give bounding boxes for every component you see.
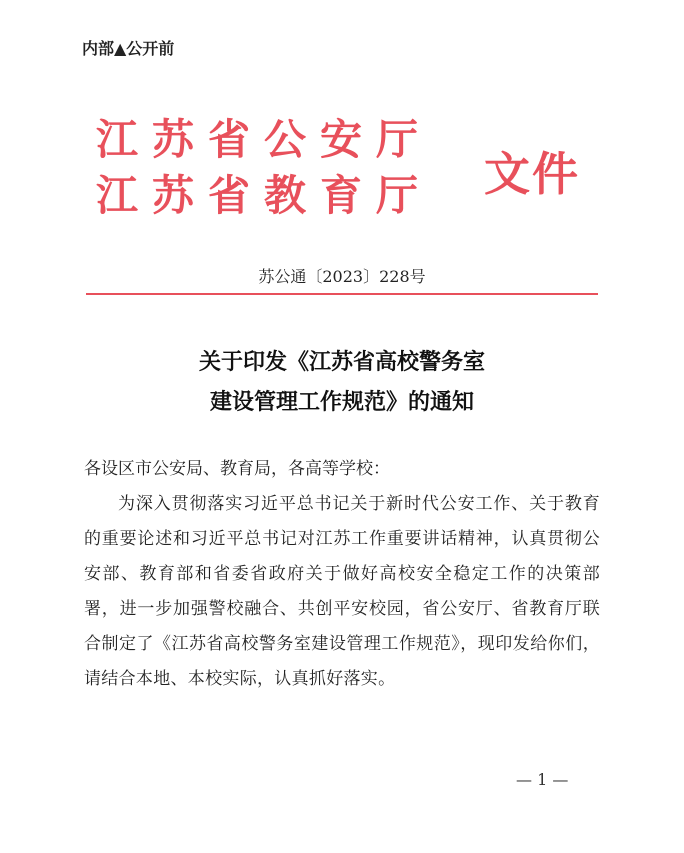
salutation: 各设区市公安局、教育局，各高等学校： — [84, 459, 390, 479]
body-paragraph: 为深入贯彻落实习近平总书记关于新时代公安工作、关于教育的重要论述和习近平总书记对江苏工作重要讲话精神，认真贯彻公安部、教育部和省委省政府关于做好高校安全稳定工作的决策部署，进一步加强警校融合、共创平安校园，省公安厅、省教育厅联合制定了《江苏省高校警务室建设管理工作规范》，现印发给你们，请结合本地、本校实际，认真抓好落实。 — [84, 494, 600, 689]
document-number: 苏公通〔2023〕228号 — [258, 267, 426, 286]
classification-label: 内部▲公开前 — [82, 39, 175, 58]
document-title — [0, 342, 684, 422]
document-body — [84, 452, 600, 697]
issuer-public-security: 江苏省公安厅 — [96, 115, 433, 164]
issuing-authorities — [96, 112, 432, 224]
red-divider-line — [86, 293, 598, 295]
title-line-1: 关于印发《江苏省高校警务室 — [198, 349, 485, 375]
issuer-education: 江苏省教育厅 — [96, 171, 433, 220]
page-number: — 1 — — [516, 770, 569, 789]
title-line-2: 建设管理工作规范》的通知 — [209, 389, 474, 415]
document-word: 文件 — [484, 147, 580, 201]
